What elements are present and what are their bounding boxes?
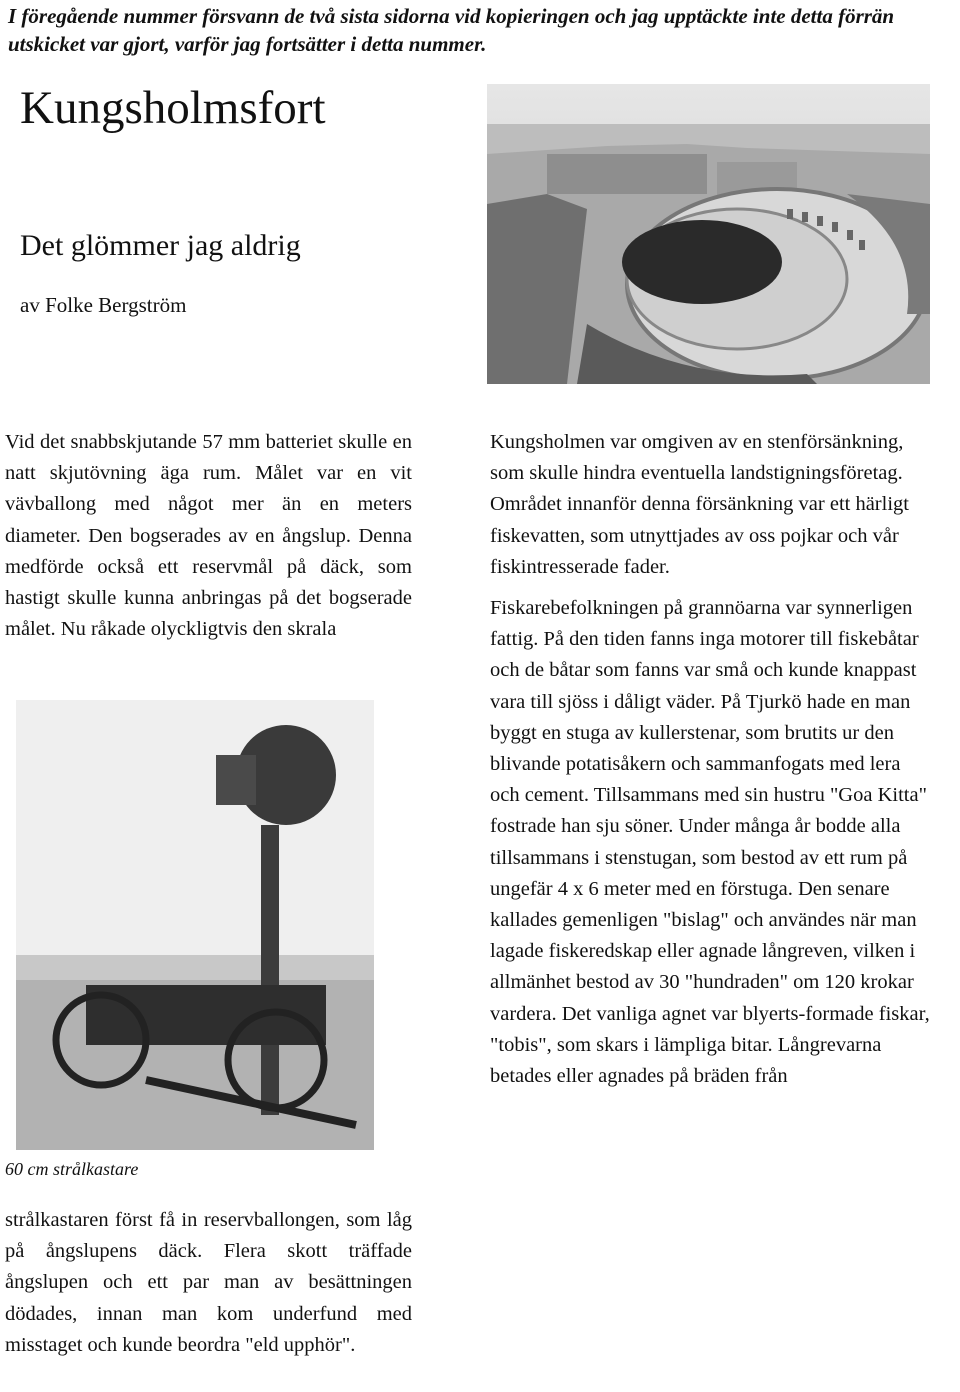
right-column	[490, 427, 930, 1092]
article-author: av Folke Bergström	[20, 293, 187, 317]
article-subtitle: Det glömmer jag aldrig	[20, 229, 301, 262]
right-column-paragraph-2: Fiskarebefolkningen på grannöarna var synnerligen fattig. På den tiden fanns inga motorer till fiskebåtar och de båtar som fanns var små och kunde knappast vara till sjöss i dåligt väder. På Tjurkö hade en man byggt en stuga av kullerstenar, som brutits ur den blivande potatisåkern och sammanfogats med lera och cement. Tillsammans med sin hustru "Goa Kitta" fostrade han sju söner. Under många år bodde alla tillsammans i stenstugan, som bestod av ett rum på ungefär 4 x 6 meter med en förstuga. Den senare kallades gemenligen "bislag" och användes när man lagade fiskeredskap eller agnade långreven, vilken i allmänhet bestod av 30 "hundraden" om 120 krokar vardera. Det vanliga agnet var blyerts-formade fiskar, "tobis", som skars i lämpliga bitar. Långrevarna betades eller agnades på bräden från	[490, 597, 930, 1088]
right-column-paragraph-1: Kungsholmen var omgiven av en stenförsänkning, som skulle hindra eventuella landstigningsföretag. Området innanför denna försänkning var ett härligt fiskevatten, som utnyttjades av oss pojkar och vår fiskintresserade fader.	[490, 431, 909, 578]
searchlight-photo	[16, 700, 374, 1150]
fortress-photo	[487, 84, 930, 384]
left-column-paragraph-bottom: strålkastaren först få in reservballongen, som låg på ångslupens däck. Flera skott träffade ångslupen och ett par man av besättningen dödades, innan man kom underfund med misstaget och kunde beordra "eld upphör".	[5, 1209, 412, 1356]
intro-note: I föregående nummer försvann de två sista sidorna vid kopieringen och jag upptäckte inte detta förrän utskicket var gjort, varför jag fortsätter i detta nummer.	[8, 4, 895, 56]
left-column-paragraph-top: Vid det snabbskjutande 57 mm batteriet skulle en natt skjutövning äga rum. Målet var en vit vävballong med något mer än en meters diameter. Den bogserades av en ångslup. Denna medförde också ett reservmål på däck, som hastigt skulle kunna anbringas på det bogserade målet. Nu råkade olyckligtvis den skrala	[5, 431, 412, 641]
searchlight-caption: 60 cm strålkastare	[5, 1159, 139, 1179]
article-title: Kungsholmsfort	[20, 82, 326, 134]
